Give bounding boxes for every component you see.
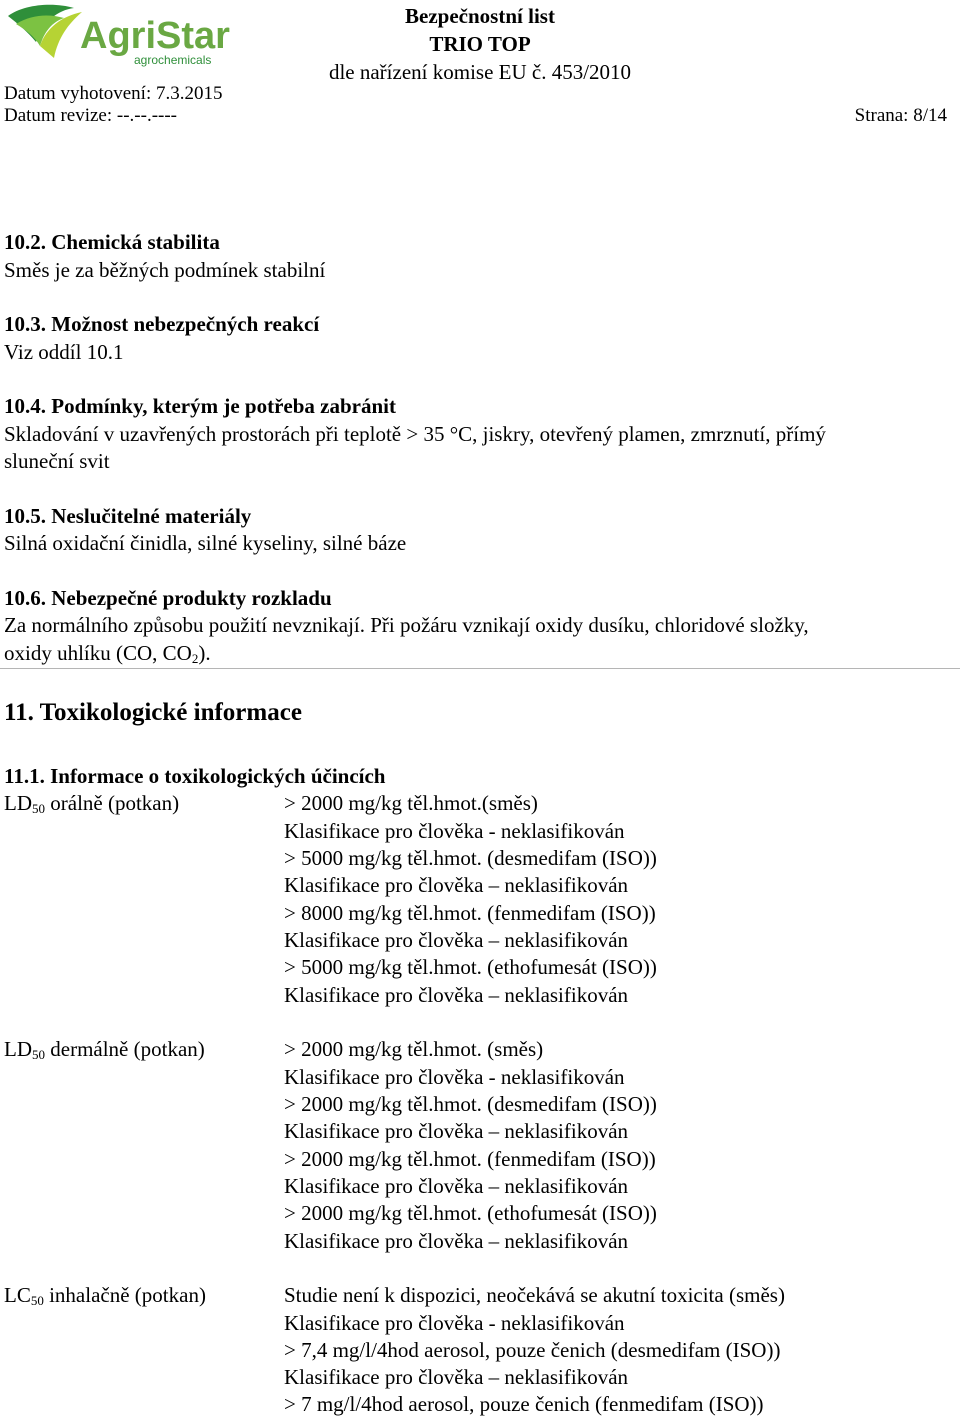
page-number: Strana: 8/14 (854, 105, 947, 126)
oral-value: Klasifikace pro člověka – neklasifikován (284, 983, 629, 1007)
issue-date: Datum vyhotovení: 7.3.2015 (4, 83, 223, 104)
dermal-value: > 2000 mg/kg těl.hmot. (desmedifam (ISO)) (284, 1092, 657, 1116)
line2-part-a: oxidy uhlíku (CO, CO (4, 641, 192, 665)
doc-title: Bezpečnostní list (405, 4, 555, 28)
dermal-value: > 2000 mg/kg těl.hmot. (ethofumesát (ISO)) (284, 1201, 657, 1225)
section-11-title: 11. Toxikologické informace (4, 699, 302, 726)
label-part-a: LD (4, 1037, 32, 1061)
logo-subtext: agrochemicals (134, 53, 212, 67)
oral-value: > 5000 mg/kg těl.hmot. (ethofumesát (ISO)) (284, 955, 657, 979)
revision-date: Datum revize: --.--.---- (4, 105, 178, 126)
section-11-1-title: 11.1. Informace o toxikologických účincích (4, 764, 386, 788)
label-part-a: LC (4, 1283, 31, 1307)
label-part-b: orálně (potkan) (45, 791, 180, 815)
label-part-a: LD (4, 791, 32, 815)
oral-value: Klasifikace pro člověka - neklasifikován (284, 819, 625, 843)
inhal-value: Klasifikace pro člověka – neklasifikován (284, 1365, 629, 1389)
document-header (290, 2, 670, 86)
label-subscript: 50 (32, 801, 45, 816)
label-subscript: 50 (30, 1293, 44, 1308)
label-part-b: inhalačně (potkan) (43, 1283, 206, 1307)
dermal-value: Klasifikace pro člověka – neklasifikován (284, 1229, 629, 1253)
line2-part-b: ). (198, 641, 211, 665)
logo-wordmark: AgriStar (80, 15, 230, 57)
oral-value: > 5000 mg/kg těl.hmot. (desmedifam (ISO)) (284, 846, 657, 870)
oral-label (4, 790, 179, 817)
product-name: TRIO TOP (429, 32, 531, 56)
section-10-4-title: 10.4. Podmínky, kterým je potřeba zabránit (4, 394, 396, 418)
section-10-4-line1: Skladování v uzavřených prostorách při teplotě > 35 °C, jiskry, otevřený plamen, zmrznutí, přímý (4, 422, 826, 446)
section-divider (0, 668, 960, 669)
subscript: 2 (191, 651, 199, 666)
section-10-2-text: Směs je za běžných podmínek stabilní (4, 258, 326, 282)
section-10-5-title: 10.5. Neslučitelné materiály (4, 504, 252, 528)
agristar-logo (2, 2, 232, 72)
regulation: dle nařízení komise EU č. 453/2010 (328, 60, 632, 84)
dermal-value: Klasifikace pro člověka – neklasifikován (284, 1174, 629, 1198)
section-10-6-line1: Za normálního způsobu použití nevznikají. Při požáru vznikají oxidy dusíku, chloridové složky, (4, 613, 809, 637)
label-subscript: 50 (32, 1047, 45, 1062)
inhal-value: Studie není k dispozici, neočekává se akutní toxicita (směs) (284, 1283, 785, 1307)
section-10-2-title: 10.2. Chemická stabilita (4, 230, 220, 254)
inhal-value: > 7 mg/l/4hod aerosol, pouze čenich (fenmedifam (ISO)) (284, 1392, 764, 1416)
dermal-label (4, 1036, 205, 1063)
oral-value: Klasifikace pro člověka – neklasifikován (284, 928, 629, 952)
dermal-value: Klasifikace pro člověka – neklasifikován (284, 1119, 629, 1143)
section-10-3-text: Viz oddíl 10.1 (4, 340, 124, 364)
dermal-value: > 2000 mg/kg těl.hmot. (fenmedifam (ISO)) (284, 1147, 656, 1171)
oral-value: > 2000 mg/kg těl.hmot.(směs) (284, 791, 538, 815)
inhal-label (4, 1282, 206, 1309)
section-10-5-text: Silná oxidační činidla, silné kyseliny, silné báze (4, 531, 407, 555)
label-part-b: dermálně (potkan) (45, 1037, 205, 1061)
inhal-value: Klasifikace pro člověka - neklasifikován (284, 1311, 625, 1335)
dermal-value: Klasifikace pro člověka - neklasifikován (284, 1065, 625, 1089)
section-10-4-line2: sluneční svit (4, 449, 110, 473)
dermal-value: > 2000 mg/kg těl.hmot. (směs) (284, 1037, 544, 1061)
section-10-6-title: 10.6. Nebezpečné produkty rozkladu (4, 586, 332, 610)
section-10-3-title: 10.3. Možnost nebezpečných reakcí (4, 312, 320, 336)
section-10-6-line2 (4, 640, 211, 667)
oral-value: > 8000 mg/kg těl.hmot. (fenmedifam (ISO)) (284, 901, 656, 925)
inhal-value: > 7,4 mg/l/4hod aerosol, pouze čenich (desmedifam (ISO)) (284, 1338, 781, 1362)
oral-value: Klasifikace pro člověka – neklasifikován (284, 873, 629, 897)
